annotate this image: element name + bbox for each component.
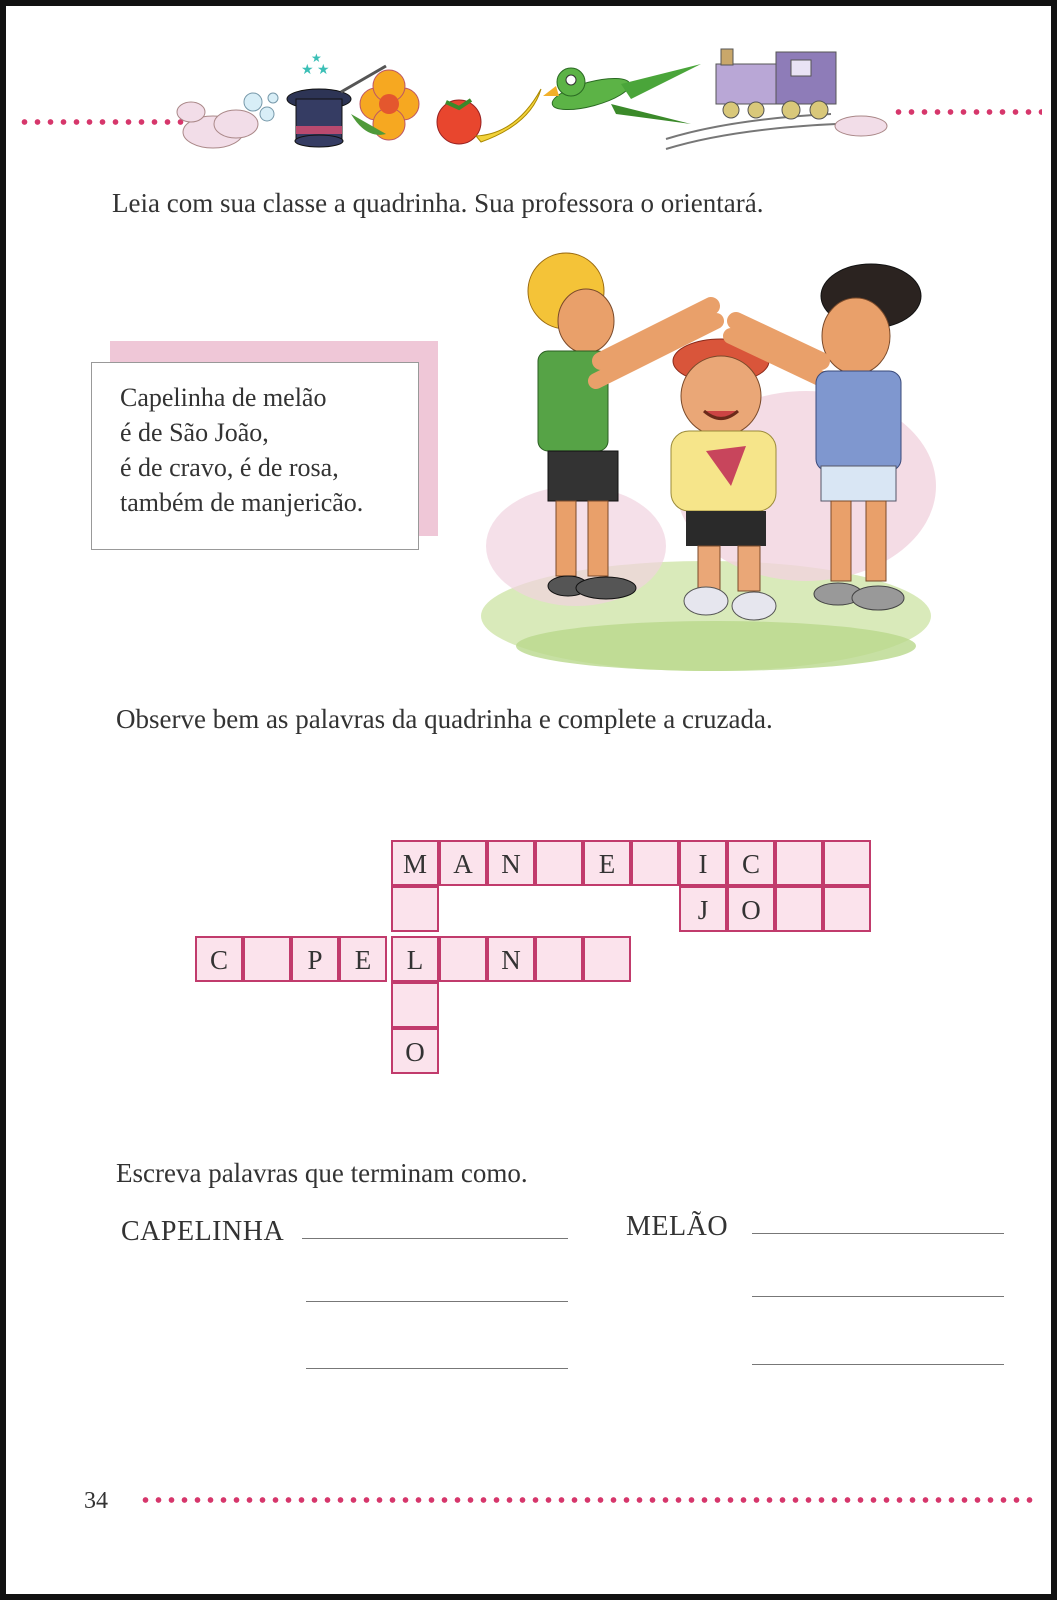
- crossword-cell[interactable]: [439, 840, 487, 886]
- crossword-cell[interactable]: [679, 886, 727, 932]
- crossword-cell[interactable]: [775, 840, 823, 886]
- crossword-cell[interactable]: [823, 886, 871, 932]
- children-illustration: [476, 246, 946, 686]
- svg-text:★: ★: [311, 51, 322, 65]
- crossword-cell[interactable]: [679, 840, 727, 886]
- poem-line-3: é de cravo, é de rosa,: [120, 453, 339, 482]
- crossword-cell[interactable]: [243, 936, 291, 982]
- crossword-cell[interactable]: [535, 840, 583, 886]
- rail-track: [666, 114, 836, 149]
- crossword-cell[interactable]: [391, 1028, 439, 1074]
- poem-line-2: é de São João,: [120, 418, 269, 447]
- cell-letter: L: [406, 945, 424, 975]
- instruction-read-poem: Leia com sua classe a quadrinha. Sua professora o orientará.: [112, 188, 764, 218]
- instruction-write-words: Escreva palavras que terminam como.: [116, 1158, 528, 1188]
- train-icon: [716, 49, 836, 119]
- cell-letter: E: [354, 945, 372, 975]
- cell-letter: N: [501, 945, 521, 975]
- cell-letter: E: [598, 849, 616, 879]
- crossword-cell[interactable]: [727, 840, 775, 886]
- poem-line-1: Capelinha de melão: [120, 383, 327, 412]
- cell-letter: O: [405, 1037, 425, 1067]
- cell-letter: O: [741, 895, 761, 925]
- crossword-cell[interactable]: [823, 840, 871, 886]
- crossword-cell[interactable]: [195, 936, 243, 982]
- crossword-cell[interactable]: [391, 840, 439, 886]
- poem-line-4: também de manjericão.: [120, 488, 364, 517]
- crossword-cell[interactable]: [439, 936, 487, 982]
- dotted-border-top-right: [892, 108, 1042, 116]
- word-prompt-melao: MELÃO: [626, 1211, 729, 1242]
- crossword-cell[interactable]: [391, 936, 439, 982]
- page-number: 34: [84, 1488, 108, 1514]
- answer-line-right-2[interactable]: [752, 1296, 1004, 1297]
- crossword-cell[interactable]: [391, 982, 439, 1028]
- cell-letter: I: [698, 849, 708, 879]
- cell-letter: M: [402, 849, 427, 879]
- answer-line-left-3[interactable]: [306, 1368, 568, 1369]
- cell-letter: A: [453, 849, 473, 879]
- cell-letter: C: [209, 945, 228, 975]
- cell-letter: P: [307, 945, 323, 975]
- crossword-cell[interactable]: [487, 840, 535, 886]
- crossword-cell[interactable]: [535, 936, 583, 982]
- cell-letter: C: [741, 849, 760, 879]
- parrot-icon: [543, 64, 701, 124]
- crossword-cell[interactable]: [727, 886, 775, 932]
- header-illustration: [171, 44, 901, 164]
- crossword-cell[interactable]: [631, 840, 679, 886]
- banana-icon: [476, 89, 541, 142]
- crossword-cell[interactable]: [291, 936, 339, 982]
- answer-line-left-1[interactable]: [302, 1238, 568, 1239]
- cloud-icon: [177, 102, 258, 148]
- poem-box: [91, 362, 419, 550]
- tomato-icon: [437, 100, 481, 144]
- instruction-crossword: Observe bem as palavras da quadrinha e complete a cruzada.: [116, 704, 773, 734]
- crossword-cell[interactable]: [583, 936, 631, 982]
- answer-line-right-3[interactable]: [752, 1364, 1004, 1365]
- crossword-cell[interactable]: [583, 840, 631, 886]
- word-prompt-capelinha: CAPELINHA: [121, 1216, 285, 1247]
- cell-letter: J: [697, 895, 709, 925]
- crossword-cell[interactable]: [775, 886, 823, 932]
- cell-letter: N: [501, 849, 521, 879]
- svg-text:★ ★: ★ ★: [301, 63, 330, 78]
- magic-hat-icon: [287, 51, 351, 147]
- crossword-cell[interactable]: [487, 936, 535, 982]
- crossword-cell[interactable]: [339, 936, 387, 982]
- crossword-cell[interactable]: [391, 886, 439, 932]
- dotted-border-top-left: [18, 118, 186, 126]
- answer-line-right-1[interactable]: [752, 1233, 1004, 1234]
- dotted-border-bottom: [139, 1496, 1039, 1504]
- answer-line-left-2[interactable]: [306, 1301, 568, 1302]
